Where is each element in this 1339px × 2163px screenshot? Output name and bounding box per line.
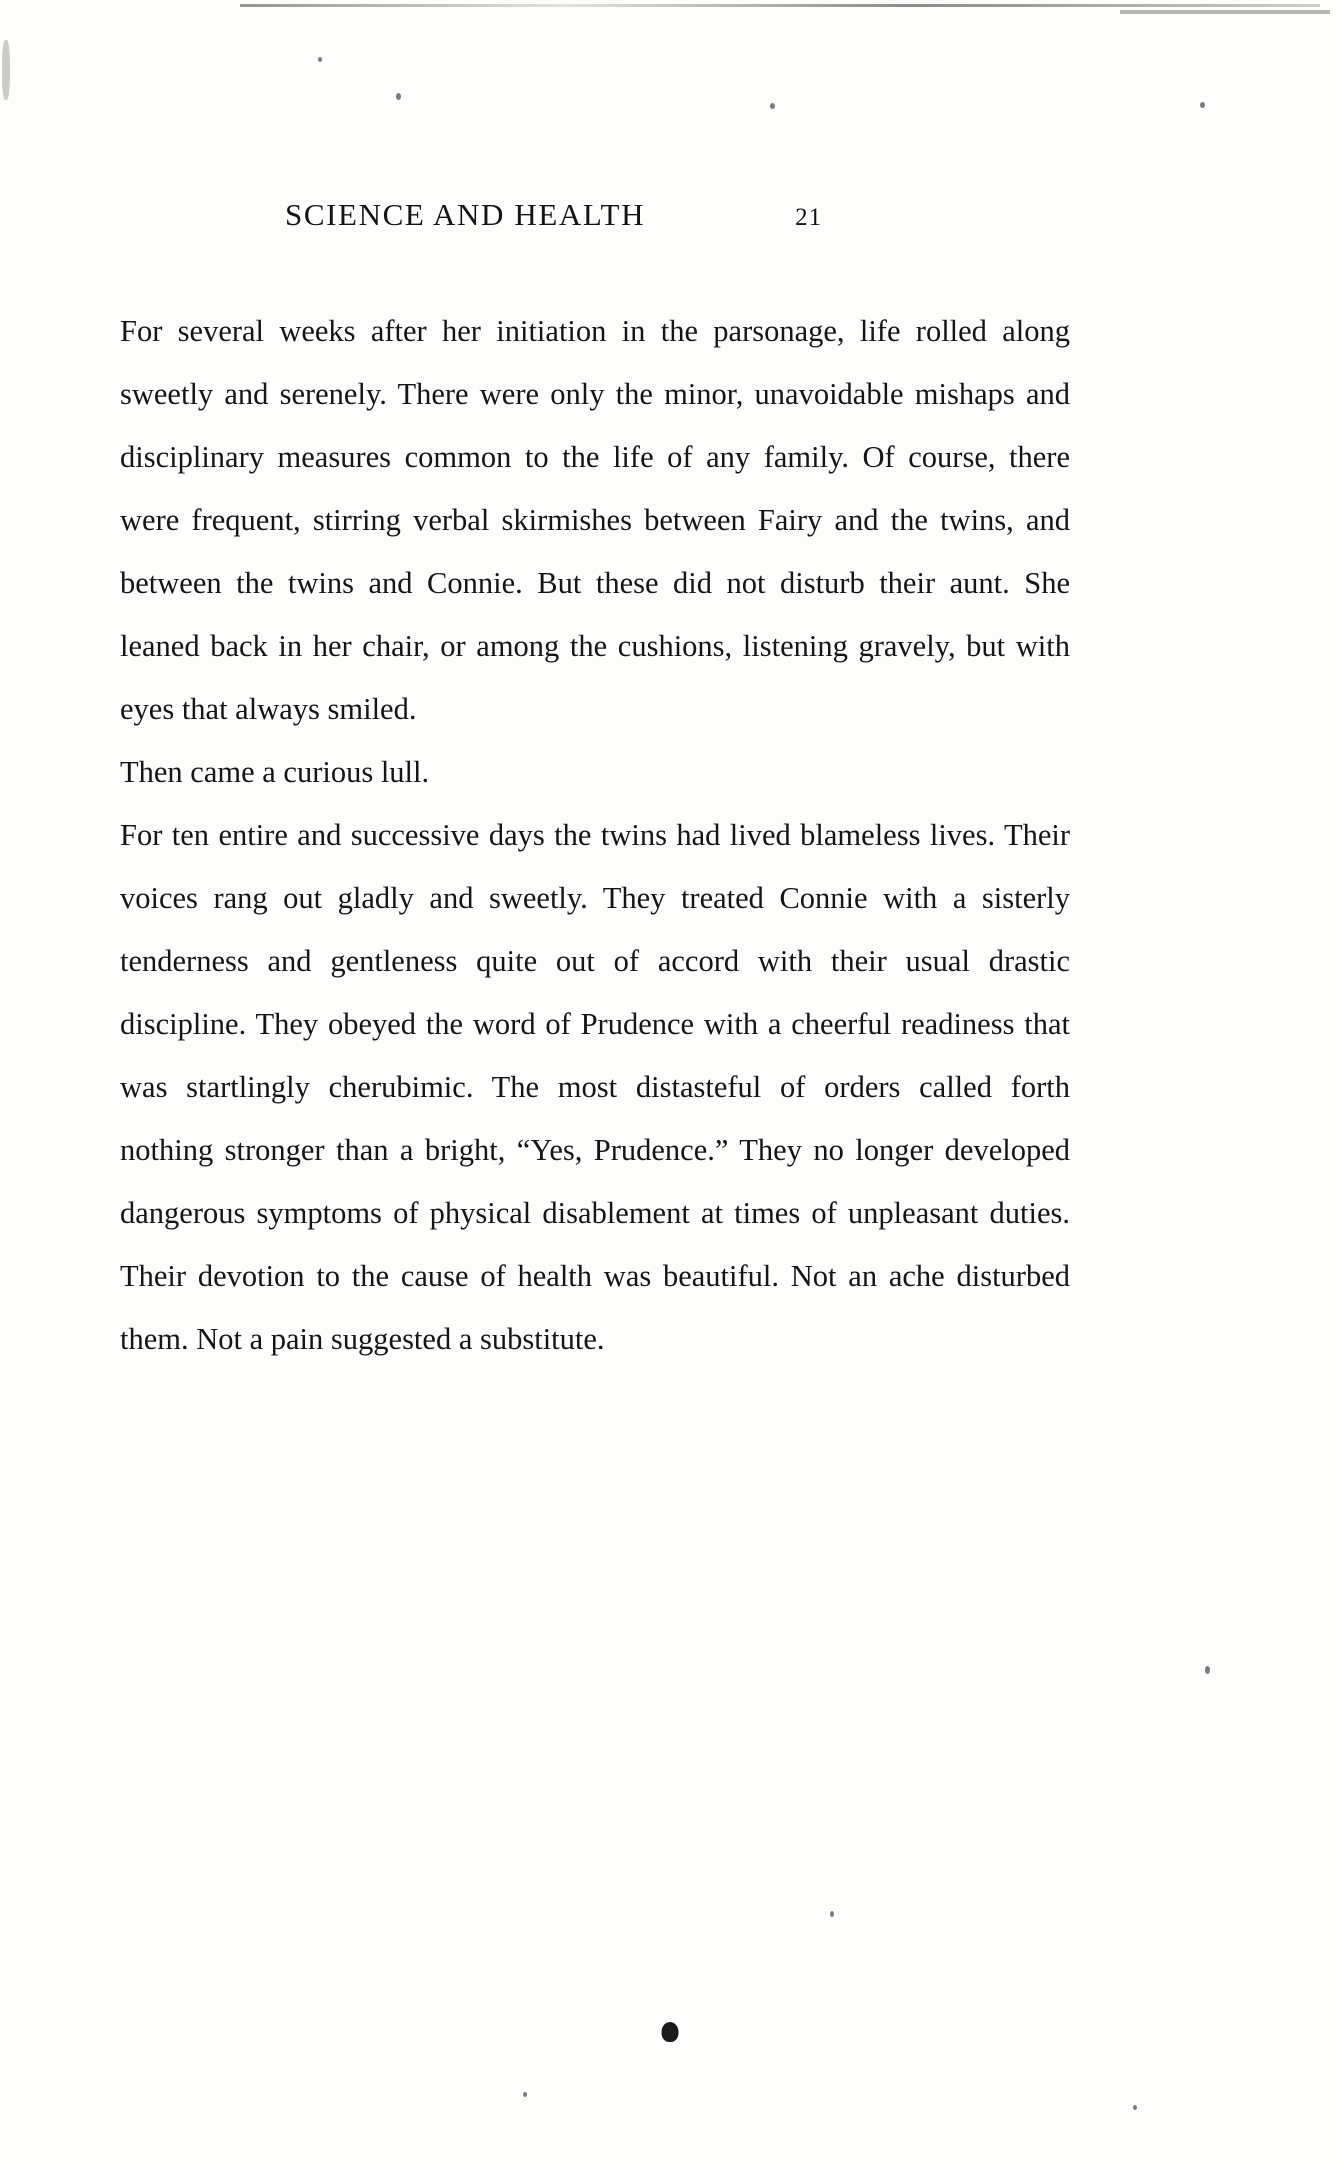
scan-speck [1205,1666,1210,1674]
scan-speck [396,93,401,100]
running-header [285,197,1075,233]
scan-speck [770,103,775,109]
page-number: 21 [795,204,823,231]
scan-edge-artifact-top-right [1120,10,1330,14]
paragraph: For ten entire and successive days the twins had lived blameless lives. Their voices rang out gladly and sweetly. They treated Connie with a sisterly tenderness and gentleness quite out of accord with their usual drastic discipline. They obeyed the word of Prudence with a cheerful readiness that was startlingly cherubimic. The most distasteful of orders called forth nothing stronger than a bright, “Yes, Prudence.” They no longer developed dangerous symptoms of physical disablement at times of unpleasant duties. Their devotion to the cause of health was beautiful. Not an ache disturbed them. Not a pain suggested a substitute. [120,818,1070,1356]
scan-edge-artifact-top [240,4,1320,7]
scan-speck [1200,102,1205,108]
running-head-title: SCIENCE AND HEALTH [285,197,646,232]
paragraph: For several weeks after her initiation in the parsonage, life rolled along sweetly and serenely. There were only the minor, unavoidable mishaps and disciplinary measures common to the life of any family. Of course, there were frequent, stirring verbal skirmishes between Fairy and the twins, and between the twins and Connie. But these did not disturb their aunt. She leaned back in her chair, or among the cushions, listening gravely, but with eyes that always smiled. [120,314,1070,726]
body-text [120,300,1070,1371]
scan-speck [318,57,322,62]
scan-speck [1133,2105,1137,2110]
scan-edge-artifact-left [2,40,10,100]
page-ornament [661,2022,678,2042]
paragraph: Then came a curious lull. [120,755,430,789]
scan-speck [830,1911,834,1917]
scan-speck [523,2092,527,2097]
